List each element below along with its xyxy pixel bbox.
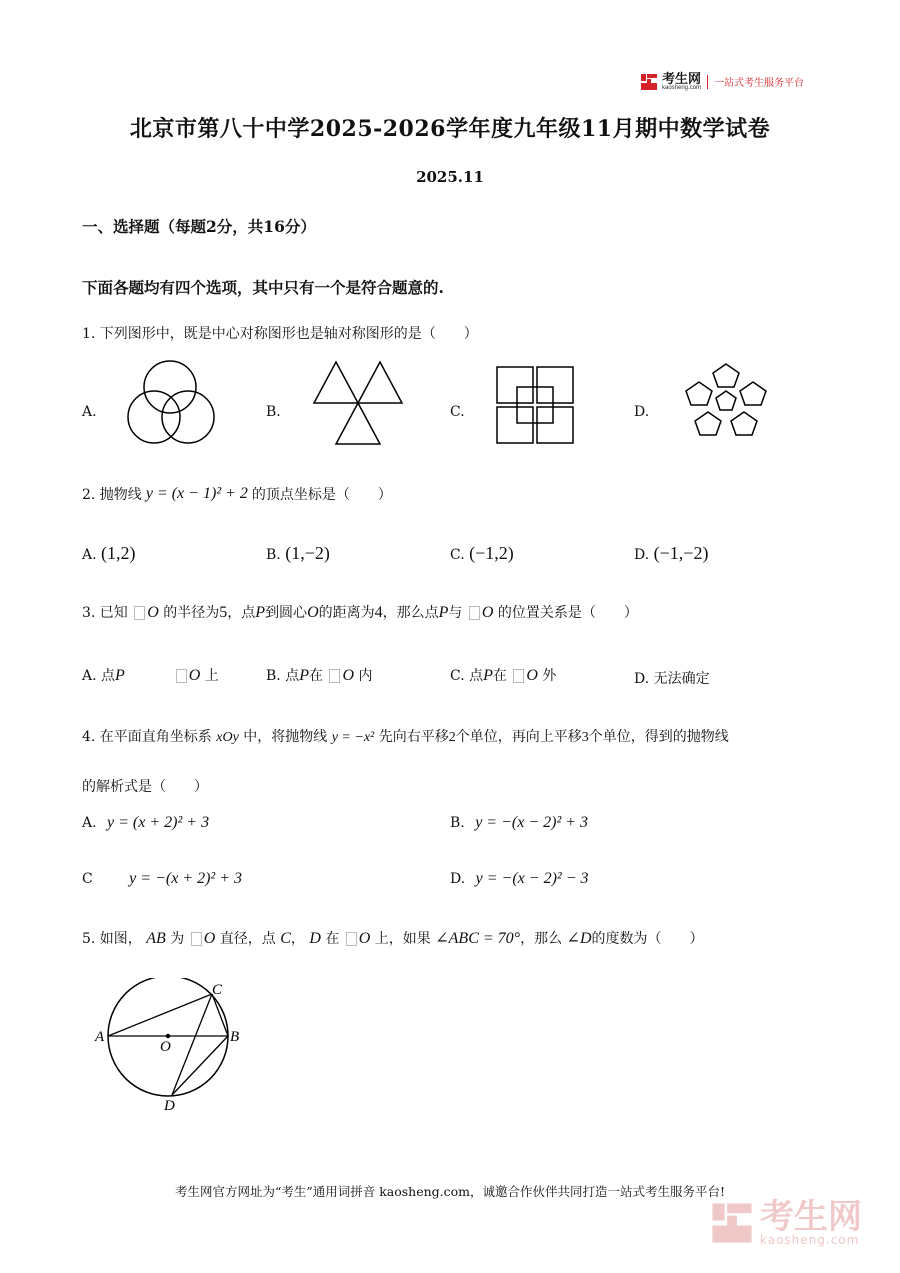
q3-circle-o: O: [147, 604, 159, 621]
q4-text-1: 4. 在平面直角坐标系: [82, 729, 212, 745]
q4-text-3: 先向右平移: [378, 729, 449, 745]
q3-distance: 4: [374, 604, 383, 621]
q3-text-7: 与: [448, 605, 463, 621]
q3-option-c-p: P: [483, 667, 493, 684]
q5-text-7: ，那么: [520, 931, 563, 947]
q3-point-p2: P: [438, 604, 449, 621]
point-label-a: A: [95, 1029, 105, 1045]
q3-stem: [82, 602, 638, 622]
q5-point-c: C: [280, 930, 291, 947]
q3-option-c-mid: 在: [492, 668, 507, 684]
circle-symbol-icon: [176, 669, 187, 683]
q3-option-d-label: D.: [634, 671, 650, 687]
q3-text-3: ，点: [227, 605, 256, 621]
q5-text-6: 上，如果: [374, 931, 431, 947]
q4-option-a-label: A.: [82, 815, 97, 831]
q3-text-6: ，那么点: [382, 605, 439, 621]
q1-text: 1. 下列图形中，既是中心对称图形也是轴对称图形的是（ ）: [82, 326, 478, 342]
q4-option-d-label: D.: [450, 871, 466, 887]
circle-symbol-icon: [346, 932, 357, 946]
q3-option-b-post: 内: [358, 668, 373, 684]
q3-option-d: [634, 668, 710, 688]
q1-label-c: C.: [450, 404, 465, 420]
q5-point-d: D: [309, 930, 321, 947]
q3-text-4: 到圆心: [265, 605, 308, 621]
q2-stem: [82, 484, 392, 504]
q5-circle-o: O: [203, 930, 216, 947]
q3-option-a-pre: 点: [101, 668, 116, 684]
q5-text-4: ，: [290, 931, 305, 947]
q3-option-b: [266, 665, 372, 685]
point-label-b: B: [230, 1029, 240, 1045]
header-brand: 考生网: [662, 71, 702, 86]
q5-stem: [82, 928, 704, 948]
q3-radius: 5: [219, 604, 228, 621]
q3-option-a-p: P: [115, 667, 125, 684]
watermark: [710, 1197, 862, 1247]
q5-text-5: 在: [325, 931, 340, 947]
q3-text-8: 的位置关系是（ ）: [497, 605, 638, 621]
q2-option-d: [634, 543, 708, 564]
q5-angle-d: ∠D: [566, 930, 592, 947]
q4-shift-up: 3: [581, 730, 589, 745]
exam-date: 2025.11: [416, 168, 484, 186]
q2-prefix: 2. 抛物线: [82, 487, 142, 503]
q3-option-b-o: O: [342, 667, 354, 684]
q3-circle-o2: O: [481, 604, 494, 621]
five-pentagons-figure: [680, 360, 772, 448]
three-circles-figure: [118, 355, 228, 455]
header-brand-sub: kaosheng.com: [662, 85, 702, 91]
q2-formula: y = (x − 1)² + 2: [145, 485, 248, 502]
q3-option-a: [82, 665, 219, 685]
circle-symbol-icon: [134, 606, 145, 620]
q2-option-b: [266, 543, 330, 564]
watermark-logo-icon: [710, 1201, 754, 1245]
watermark-cn: 考生网: [760, 1197, 862, 1237]
q4-option-a: [82, 814, 209, 832]
q4-option-c: [82, 870, 242, 888]
q4-option-d-value: y = −(x − 2)² − 3: [475, 870, 589, 887]
q2-option-b-value: (1,−2): [285, 543, 330, 563]
four-squares-figure: [494, 364, 580, 450]
q5-text-1: 5. 如图，: [82, 931, 142, 947]
q2-option-c-label: C.: [450, 547, 465, 563]
q4-stem: [82, 726, 729, 746]
q1-label-b: B.: [266, 404, 281, 420]
q5-text-2: 为: [170, 931, 185, 947]
q4-text-2: 中，将抛物线: [243, 729, 328, 745]
q3-text-2: 的半径为: [163, 605, 220, 621]
q3-center-o: O: [307, 604, 319, 621]
q2-option-a-value: (1,2): [101, 543, 136, 563]
q4-parabola: y = −x²: [331, 730, 375, 745]
q5-text-8: 的度数为（ ）: [591, 931, 704, 947]
watermark-en: kaosheng.com: [760, 1233, 860, 1247]
q1-label-a: A.: [82, 404, 97, 420]
header-logo: [640, 72, 804, 91]
q4-option-a-value: y = (x + 2)² + 3: [107, 814, 210, 831]
q3-option-a-o: O: [188, 667, 201, 684]
circle-symbol-icon: [329, 669, 340, 683]
q3-option-d-text: 无法确定: [653, 671, 710, 687]
q4-option-b-value: y = −(x − 2)² + 3: [475, 814, 589, 831]
q3-option-c-o: O: [526, 667, 538, 684]
q4-text-4: 个单位，再向上平移: [455, 729, 582, 745]
q1-label-d: D.: [634, 404, 650, 420]
q4-coord-system: xOy: [216, 730, 239, 745]
q3-option-c: [450, 665, 556, 685]
q4-option-c-value: y = −(x + 2)² + 3: [129, 870, 243, 887]
q2-option-a: [82, 543, 136, 564]
page-footer: 考生网官方网址为“考生”通用词拼音 kaosheng.com，诚邀合作伙伴共同打造一站式考生服务平台!: [174, 1184, 726, 1199]
q2-option-d-label: D.: [634, 547, 650, 563]
circle-symbol-icon: [469, 606, 480, 620]
q3-option-c-label: C.: [450, 668, 465, 684]
q5-circle-o2: O: [358, 930, 371, 947]
q4-text-5: 个单位，得到的抛物线: [588, 729, 729, 745]
q3-option-c-pre: 点: [469, 668, 484, 684]
circle-symbol-icon: [191, 932, 202, 946]
q2-option-a-label: A.: [82, 547, 97, 563]
header-slogan: 一站式考生服务平台: [714, 78, 805, 89]
q4-option-b-label: B.: [450, 815, 465, 831]
q3-option-b-mid: 在: [308, 668, 323, 684]
point-label-c: C: [212, 982, 223, 998]
q3-point-p: P: [255, 604, 266, 621]
page-title: 北京市第八十中学2025-2026学年度九年级11月期中数学试卷: [129, 116, 771, 142]
section-instruction: 下面各题均有四个选项，其中只有一个是符合题意的.: [82, 278, 444, 297]
section-heading: 一、选择题（每题2分，共16分）: [82, 217, 316, 236]
three-triangles-figure: [308, 360, 408, 450]
q3-option-b-pre: 点: [285, 668, 300, 684]
q4-option-d: [450, 870, 588, 888]
q4-shift-right: 2: [448, 730, 456, 745]
q3-option-a-label: A.: [82, 668, 97, 684]
q3-option-c-post: 外: [542, 668, 557, 684]
q3-option-b-p: P: [299, 667, 309, 684]
q5-diameter: AB: [146, 930, 166, 947]
q4-option-c-label: C: [82, 871, 93, 887]
q4-text-line2: 的解析式是（ ）: [82, 779, 208, 795]
q3-text-1: 3. 已知: [82, 605, 128, 621]
q2-option-c: [450, 543, 514, 564]
point-label-d: D: [164, 1098, 175, 1114]
point-label-o: O: [160, 1039, 171, 1055]
circle-geometry-figure: [90, 978, 250, 1118]
circle-symbol-icon: [513, 669, 524, 683]
q5-angle-abc: ∠ABC = 70°: [435, 930, 521, 947]
kaosheng-logo-icon: [640, 73, 658, 91]
q2-option-c-value: (−1,2): [469, 543, 514, 563]
q4-option-b: [450, 814, 588, 832]
q3-option-a-post: 上: [204, 668, 219, 684]
q3-option-b-label: B.: [266, 668, 281, 684]
q2-option-b-label: B.: [266, 547, 281, 563]
q2-suffix: 的顶点坐标是（ ）: [251, 487, 392, 503]
q5-text-3: 直径，点: [219, 931, 276, 947]
q3-text-5: 的距离为: [318, 605, 375, 621]
q2-option-d-value: (−1,−2): [653, 543, 709, 563]
